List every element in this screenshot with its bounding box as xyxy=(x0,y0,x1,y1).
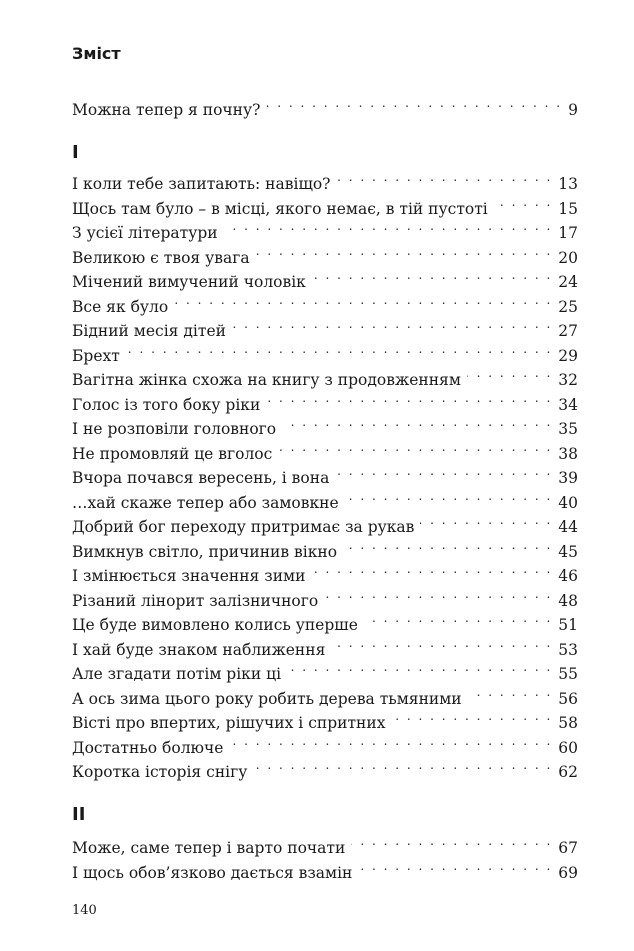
dot-leader xyxy=(351,829,552,853)
toc-entry-page: 39 xyxy=(558,469,578,487)
toc-entry-page: 45 xyxy=(558,542,578,561)
dot-leader xyxy=(282,410,552,434)
toc-entry-title: Вісті про впертих, рішучих і спритних xyxy=(72,714,386,732)
toc-entry-title: Може, саме тепер і варто почати xyxy=(72,839,346,857)
toc-entry xyxy=(72,729,578,757)
toc-entry-page: 38 xyxy=(558,444,578,463)
page-number: 140 xyxy=(72,903,97,918)
toc-entry xyxy=(72,854,578,882)
dot-leader xyxy=(335,459,552,483)
toc-entry-page: 24 xyxy=(558,273,578,291)
toc-entry-page: 55 xyxy=(558,665,578,683)
toc-entry-title: Не промовляй це вголос xyxy=(72,444,273,463)
toc-entry xyxy=(72,680,578,708)
dot-leader xyxy=(364,606,552,630)
toc-entry xyxy=(72,239,578,267)
dot-leader xyxy=(278,435,552,459)
dot-leader xyxy=(345,484,553,508)
dot-leader xyxy=(287,655,552,679)
toc-entry-page: 20 xyxy=(558,248,578,267)
toc-entry xyxy=(72,165,578,193)
toc-entry-title: Голос із того боку ріки xyxy=(72,395,261,414)
toc-entry-page: 40 xyxy=(558,493,578,512)
toc-entry-page: 34 xyxy=(558,395,578,414)
dot-leader xyxy=(331,631,552,655)
toc-entry xyxy=(72,606,578,634)
toc-entry-title: Добрий бог переходу притримає за рукав xyxy=(72,518,415,536)
dot-leader xyxy=(391,704,552,728)
toc-entry-title: Вагітна жінка схожа на книгу з продовженням xyxy=(72,371,461,389)
toc-entry-page: 25 xyxy=(558,297,578,316)
toc-entry-title: Щось там було – в місці, якого немає, в тій пустоті xyxy=(72,199,488,218)
toc-entry-title: Брехт xyxy=(72,346,120,365)
toc-entry xyxy=(72,533,578,561)
toc-entry xyxy=(72,435,578,463)
toc-entry-title: Достатньо болюче xyxy=(72,738,224,757)
toc-entry-page: 9 xyxy=(568,101,578,119)
toc-entry-title: Різаний лінорит залізничного xyxy=(72,591,319,610)
dot-leader xyxy=(224,214,553,238)
toc-entry xyxy=(72,337,578,365)
toc-entry xyxy=(72,190,578,218)
toc-entry xyxy=(72,410,578,438)
dot-leader xyxy=(420,508,552,532)
toc-entry-title: І щось обов’язково дається взамін xyxy=(72,863,353,882)
toc-entry-page: 15 xyxy=(558,199,578,218)
toc-entry-page: 35 xyxy=(558,420,578,438)
toc-entry xyxy=(72,263,578,291)
toc-entry-title: Великою є твоя увага xyxy=(72,248,250,267)
toc-entry-page: 13 xyxy=(558,175,578,193)
toc-entry xyxy=(72,508,578,536)
toc-entry-page: 67 xyxy=(558,839,578,857)
page-heading: Зміст xyxy=(72,44,121,63)
toc-entry-title: Коротка історія снігу xyxy=(72,763,248,781)
dot-leader xyxy=(494,190,553,214)
toc-entry xyxy=(72,557,578,585)
toc-entry xyxy=(72,655,578,683)
toc-entry-page: 27 xyxy=(558,322,578,340)
toc-entry xyxy=(72,459,578,487)
toc-entry-title: І змінюється значення зими xyxy=(72,567,306,585)
toc-entry-title: І коли тебе запитають: навіщо? xyxy=(72,175,331,193)
toc-entry-page: 29 xyxy=(558,346,578,365)
dot-leader xyxy=(253,753,552,777)
toc-entry-page: 48 xyxy=(558,591,578,610)
dot-leader xyxy=(266,91,562,115)
toc-entry-title: Можна тепер я почну? xyxy=(72,101,261,119)
toc-entry-page: 46 xyxy=(558,567,578,585)
toc-entry xyxy=(72,753,578,781)
dot-leader xyxy=(229,729,552,753)
section-heading-2: II xyxy=(72,804,86,825)
toc-entry-title: Мічений вимучений чоловік xyxy=(72,273,306,291)
toc-entry-title: І хай буде знаком наближення xyxy=(72,640,326,659)
toc-entry-title: Це буде вимовлено колись уперше xyxy=(72,616,358,634)
dot-leader xyxy=(324,582,552,606)
toc-entry-title: І не розповіли головного xyxy=(72,420,277,438)
dot-leader xyxy=(337,165,553,189)
dot-leader xyxy=(312,263,552,287)
toc-entry xyxy=(72,288,578,316)
toc-entry-page: 51 xyxy=(558,616,578,634)
toc-entry xyxy=(72,214,578,242)
toc-entry-title: Бідний месія дітей xyxy=(72,322,226,340)
toc-entry-page: 62 xyxy=(558,763,578,781)
toc-entry xyxy=(72,829,578,857)
toc-entry-page: 69 xyxy=(558,863,578,882)
toc-entry-page: 17 xyxy=(558,224,578,242)
section-heading-1: I xyxy=(72,142,79,163)
toc-entry-page: 60 xyxy=(558,738,578,757)
toc-entry-page: 32 xyxy=(558,371,578,389)
toc-entry xyxy=(72,631,578,659)
dot-leader xyxy=(467,361,552,385)
dot-leader xyxy=(266,386,552,410)
toc-entry xyxy=(72,704,578,732)
toc-entry-title: Все як було xyxy=(72,297,169,316)
dot-leader xyxy=(232,312,552,336)
toc-entry-intro xyxy=(72,91,578,119)
dot-leader xyxy=(358,854,552,878)
toc-entry-page: 58 xyxy=(558,714,578,732)
dot-leader xyxy=(468,680,553,704)
dot-leader xyxy=(126,337,552,361)
toc-entry xyxy=(72,361,578,389)
toc-entry-title: …хай скаже тепер або замовкне xyxy=(72,493,339,512)
dot-leader xyxy=(174,288,552,312)
toc-entry-page: 56 xyxy=(558,689,578,708)
dot-leader xyxy=(311,557,552,581)
toc-entry xyxy=(72,386,578,414)
toc-entry-title: А ось зима цього року робить дерева тьмяними xyxy=(72,689,462,708)
toc-entry-title: З усієї літератури xyxy=(72,224,218,242)
toc-entry xyxy=(72,582,578,610)
toc-entry-title: Але згадати потім ріки ці xyxy=(72,665,282,683)
toc-entry xyxy=(72,312,578,340)
dot-leader xyxy=(343,533,552,557)
toc-entry-title: Вимкнув світло, причинив вікно xyxy=(72,542,338,561)
toc-entry-title: Вчора почався вересень, і вона xyxy=(72,469,330,487)
dot-leader xyxy=(256,239,553,263)
toc-entry-page: 53 xyxy=(558,640,578,659)
toc-entry-page: 44 xyxy=(558,518,578,536)
toc-entry xyxy=(72,484,578,512)
